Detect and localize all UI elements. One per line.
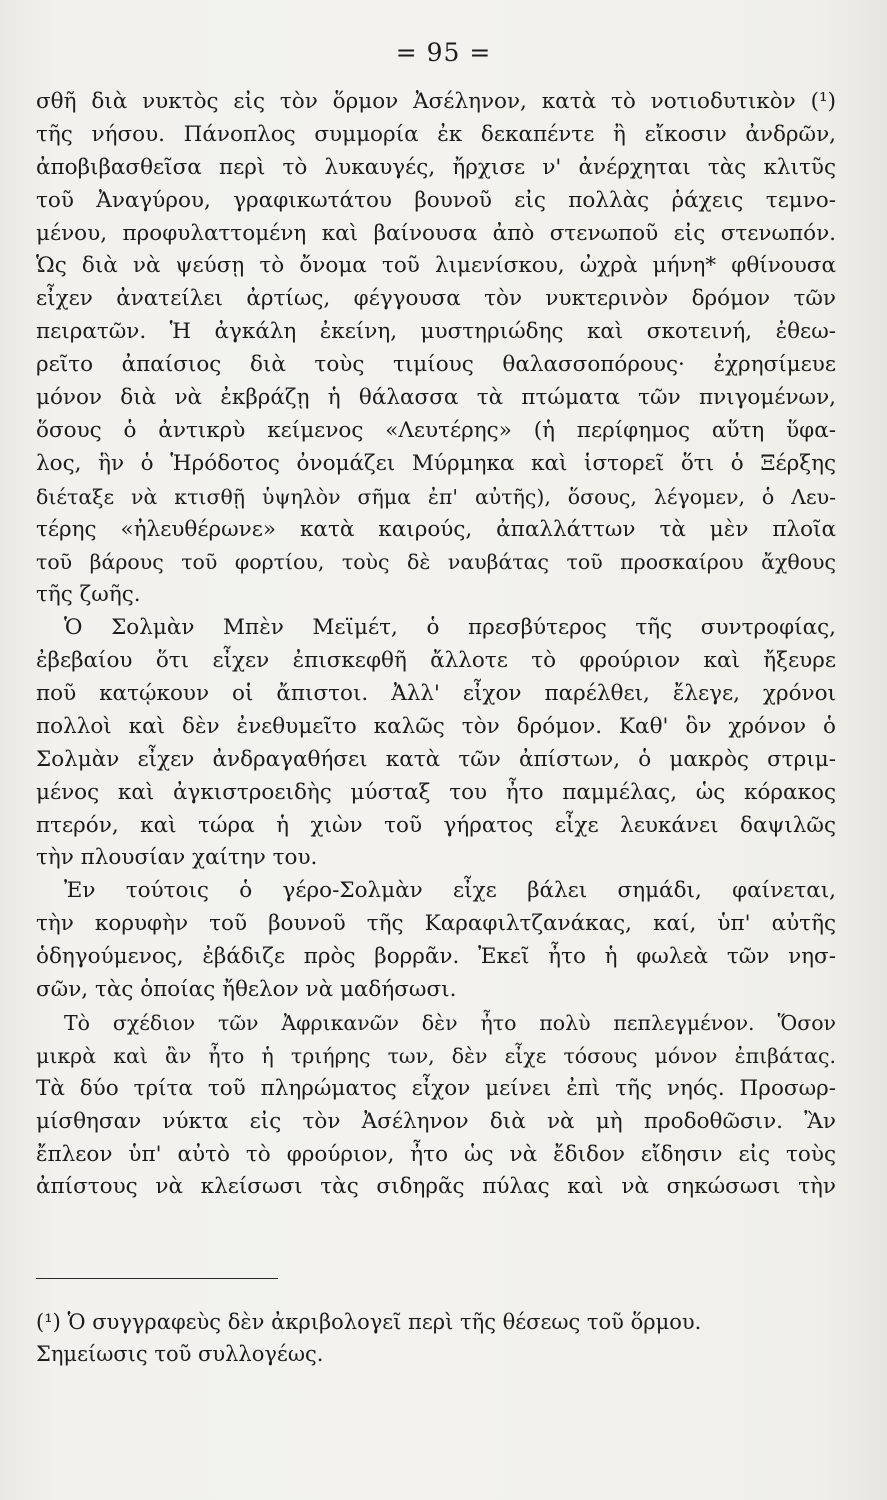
text-line: τὴν κορυφὴν τοῦ βουνοῦ τῆς Καραφιλτζανάκας, καί, ὑπ' αὐτῆς	[36, 911, 836, 937]
text-line: Τὸ σχέδιον τῶν Ἀφρικανῶν δὲν ἦτο πολὺ πεπλεγμένον. Ὅσον	[64, 1010, 836, 1035]
text-line: ἀποβιβασθεῖσα περὶ τὸ λυκαυγές, ἤρχισε ν' ἀνέρχηται τὰς κλιτῦς	[36, 154, 836, 180]
text-line: ὅσους ὁ ἀντικρὺ κείμενος «Λευτέρης» (ἡ περίφημος αὕτη ὕφα-	[36, 417, 836, 443]
text-line: μόνον διὰ νὰ ἐκβράζῃ ἡ θάλασσα τὰ πτώματα τῶν πνιγομένων,	[36, 385, 836, 411]
main-text	[36, 86, 836, 1204]
text-line: πτερόν, καὶ τώρα ἡ χιὼν τοῦ γήρατος εἶχε λευκάνει δαψιλῶς	[36, 812, 836, 838]
text-line: μένος καὶ ἀγκιστροειδὴς μύσταξ του ἦτο παμμέλας, ὡς κόρακος	[36, 779, 836, 805]
text-line: τέρης «ἠλευθέρωνε» κατὰ καιρούς, ἀπαλλάττων τὰ μὲν πλοῖα	[36, 516, 836, 542]
footnote-line	[36, 1306, 836, 1338]
page-number: = 95 =	[395, 38, 492, 67]
text-line: μικρὰ καὶ ἂν ἦτο ἡ τριήρης των, δὲν εἶχε τόσους μόνον ἐπιβάτας.	[36, 1043, 836, 1068]
text-line: λος, ἣν ὁ Ἡρόδοτος ὀνομάζει Μύρμηκα καὶ ἱστορεῖ ὅτι ὁ Ξέρξης	[36, 450, 836, 476]
footnote	[36, 1306, 836, 1370]
text-line: μένου, προφυλαττομένη καὶ βαίνουσα ἀπὸ στενωποῦ εἰς στενωπόν.	[36, 220, 836, 246]
text-line: εἶχεν ἀνατείλει ἀρτίως, φέγγουσα τὸν νυκτερινὸν δρόμον τῶν	[36, 286, 836, 312]
text-line: πολλοὶ καὶ δὲν ἐνεθυμεῖτο καλῶς τὸν δρόμον. Καθ' ὃν χρόνον ὁ	[36, 713, 836, 739]
text-line: Ὁ Σολμὰν Μπὲν Μεϊμέτ, ὁ πρεσβύτερος τῆς συντροφίας,	[64, 615, 836, 641]
text-line: τοῦ βάρους τοῦ φορτίου, τοὺς δὲ ναυβάτας τοῦ προσκαίρου ἄχθους	[36, 550, 836, 575]
text-line: Ὡς διὰ νὰ ψεύσῃ τὸ ὄνομα τοῦ λιμενίσκου, ὠχρὰ μήνη* φθίνουσα	[36, 253, 836, 279]
text-line: πειρατῶν. Ἡ ἀγκάλη ἐκείνη, μυστηριώδης καὶ σκοτεινή, ἐθεω-	[36, 319, 836, 345]
text-line: ὁδηγούμενος, ἐβάδιζε πρὸς βορρᾶν. Ἐκεῖ ἦτο ἡ φωλεὰ τῶν νησ-	[36, 944, 836, 970]
text-line: διέταξε νὰ κτισθῇ ὑψηλὸν σῆμα ἐπ' αὐτῆς), ὅσους, λέγομεν, ὁ Λευ-	[36, 484, 836, 509]
text-line: τοῦ Ἀναγύρου, γραφικωτάτου βουνοῦ εἰς πολλὰς ῥάχεις τεμνο-	[36, 187, 836, 213]
footnote-text: Ὁ συγγραφεὺς δὲν ἀκριβολογεῖ περὶ τῆς θέσεως τοῦ ὅρμου.	[67, 1310, 702, 1334]
text-line: ἔπλεον ὑπ' αὐτὸ τὸ φρούριον, ἦτο ὡς νὰ ἔδιδον εἴδησιν εἰς τοὺς	[36, 1141, 836, 1167]
text-line: ἐβεβαίου ὅτι εἶχεν ἐπισκεφθῆ ἄλλοτε τὸ φρούριον καὶ ἤξευρε	[36, 648, 836, 674]
text-line: Σολμὰν εἶχεν ἀνδραγαθήσει κατὰ τῶν ἀπίστων, ὁ μακρὸς στριμ-	[36, 746, 836, 772]
text-line: σθῆ διὰ νυκτὸς εἰς τὸν ὅρμον Ἀσέληνον, κατὰ τὸ νοτιοδυτικὸν (¹)	[36, 89, 836, 114]
footnote-marker: (¹)	[36, 1310, 61, 1334]
text-line: ποῦ κατῴκουν οἱ ἄπιστοι. Ἀλλ' εἶχον παρέλθει, ἔλεγε, χρόνοι	[36, 681, 836, 707]
text-line: Ἐν τούτοις ὁ γέρο-Σολμὰν εἶχε βάλει σημάδι, φαίνεται,	[64, 878, 836, 904]
footnote-line: Σημείωσις τοῦ συλλογέως.	[36, 1342, 324, 1366]
text-line: σῶν, τὰς ὁποίας ἤθελον νὰ μαδήσωσι.	[36, 977, 457, 1003]
text-line: ἀπίστους νὰ κλείσωσι τὰς σιδηρᾶς πύλας καὶ νὰ σηκώσωσι τὴν	[36, 1174, 836, 1200]
text-line: μίσθησαν νύκτα εἰς τὸν Ἀσέληνον διὰ νὰ μὴ προδοθῶσιν. Ἂν	[36, 1108, 836, 1134]
text-line: ρεῖτο ἀπαίσιος διὰ τοὺς τιμίους θαλασσοπόρους· ἐχρησίμευε	[36, 352, 836, 378]
text-line: τὴν πλουσίαν χαίτην του.	[36, 845, 318, 871]
text-line: τῆς νήσου. Πάνοπλος συμμορία ἐκ δεκαπέντε ἢ εἴκοσιν ἀνδρῶν,	[36, 121, 836, 147]
footnote-separator	[36, 1278, 278, 1279]
text-line: Τὰ δύο τρίτα τοῦ πληρώματος εἶχον μείνει ἐπὶ τῆς νηός. Προσωρ-	[36, 1075, 836, 1101]
text-line: τῆς ζωῆς.	[36, 582, 141, 608]
